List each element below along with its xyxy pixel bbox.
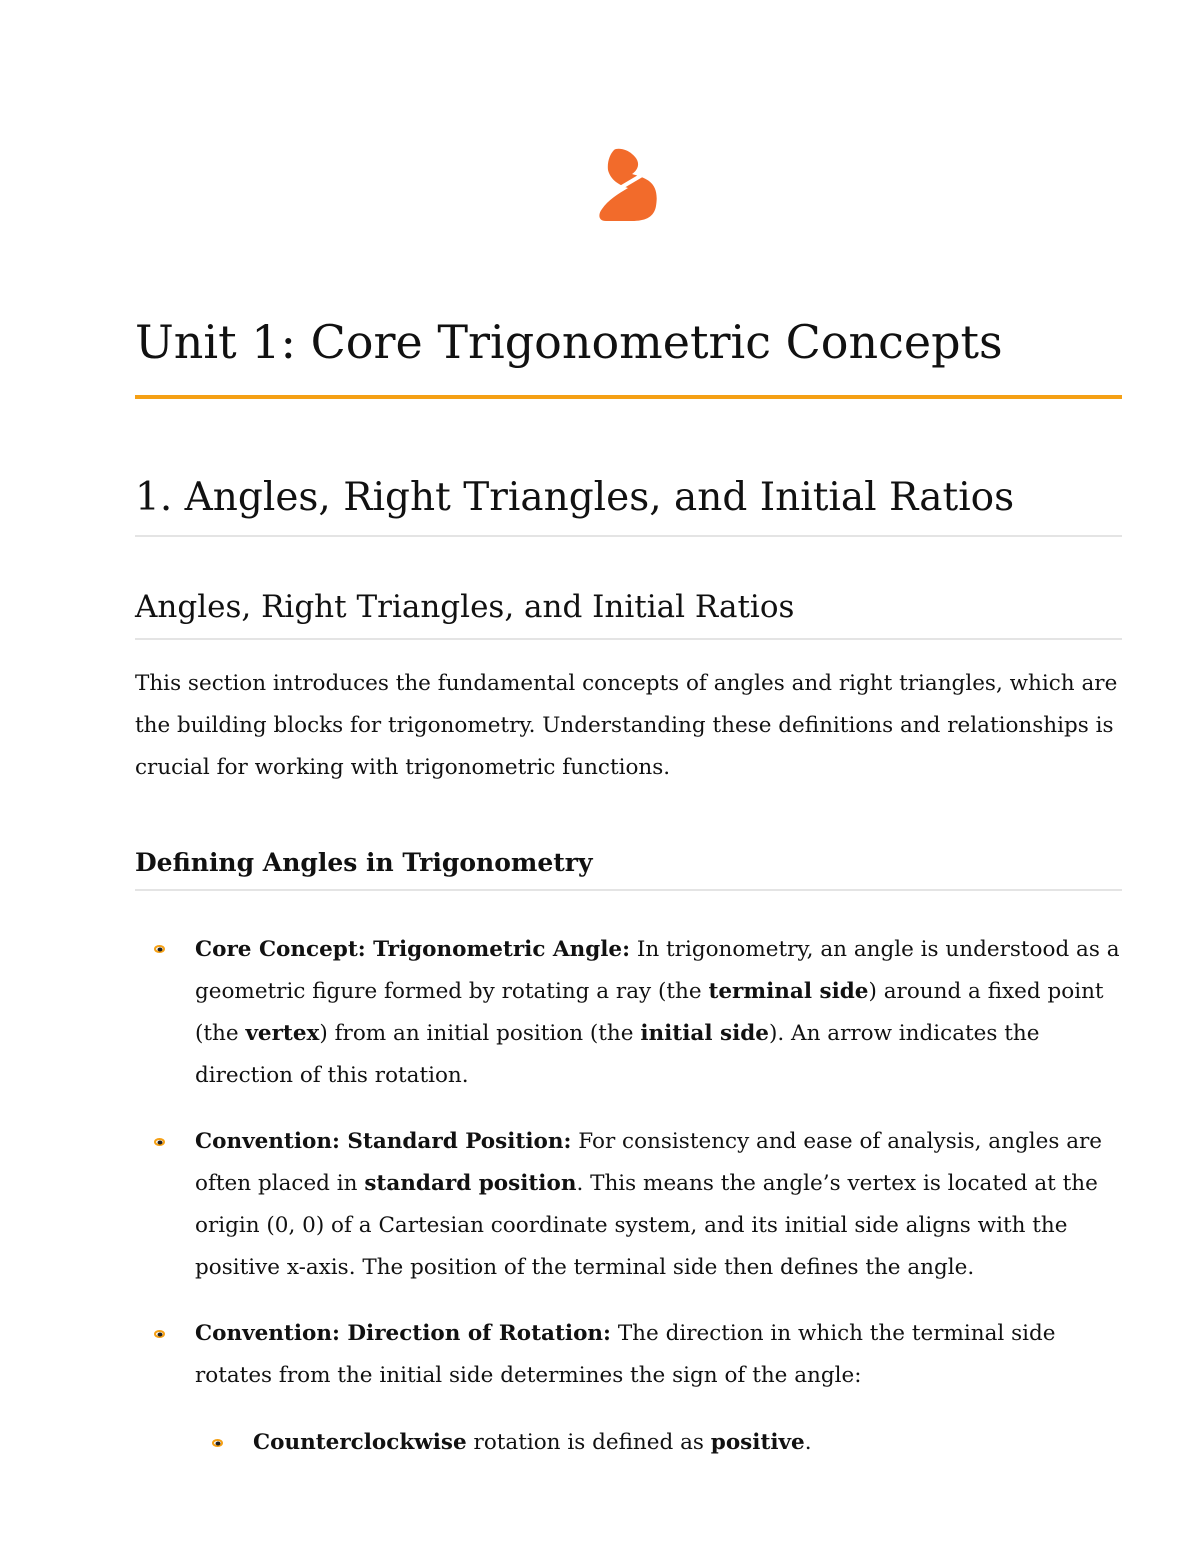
bullet-icon <box>154 1330 165 1338</box>
bullet-text: For consistency and ease of analysis, angles are often placed in <box>195 1129 1103 1196</box>
bullet-icon <box>154 1138 165 1146</box>
bullet-text: rotation is defined as <box>466 1430 711 1455</box>
bullet-emphasis: Counterclockwise <box>253 1430 467 1455</box>
document-title: Unit 1: Core Trigonometric Concepts <box>135 315 1003 369</box>
subsection-divider <box>135 638 1122 640</box>
bullet-text: ). An arrow indicates the direction of this rotation. <box>195 1021 1040 1088</box>
bullet-text: . This means the angle’s vertex is located at the origin (0, 0) of a Cartesian coordinate system, and its initial side aligns with the positive x-axis. The position of the terminal side then defines the angle. <box>195 1171 1098 1280</box>
bullet-emphasis: vertex <box>245 1021 320 1046</box>
bullet-emphasis: terminal side <box>708 979 869 1004</box>
bullet-text: The direction in which the terminal side rotates from the initial side determines the sign of the angle: <box>195 1321 1056 1388</box>
bullet-text: . <box>804 1430 812 1455</box>
section-heading: 1. Angles, Right Triangles, and Initial Ratios <box>135 475 1015 520</box>
bullet-text: In trigonometry, an angle is understood as a geometric figure formed by rotating a ray (the <box>195 937 1120 1004</box>
bullet-label: Convention: Standard Position: <box>195 1129 572 1154</box>
subheading: Defining Angles in Trigonometry <box>135 848 593 877</box>
subsection-heading: Angles, Right Triangles, and Initial Ratios <box>135 589 795 625</box>
bullet-text: ) from an initial position (the <box>319 1021 641 1046</box>
section-divider <box>135 535 1122 537</box>
bullet-label: Convention: Direction of Rotation: <box>195 1321 611 1346</box>
studocu-logo-icon <box>598 148 660 224</box>
sub-list-item <box>253 1422 1133 1464</box>
subheading-divider <box>135 889 1122 891</box>
list-item <box>195 1313 1135 1397</box>
bullet-emphasis: standard position <box>364 1171 577 1196</box>
bullet-label: Core Concept: Trigonometric Angle: <box>195 937 631 962</box>
list-item <box>195 1121 1135 1289</box>
list-item <box>195 929 1135 1097</box>
title-divider <box>135 395 1122 399</box>
sub-bullet-icon <box>212 1439 223 1447</box>
bullet-icon <box>154 945 165 953</box>
intro-paragraph: This section introduces the fundamental concepts of angles and right triangles, which are the building blocks for trigonometry. Understanding these definitions and relationships is crucial for working with trigonometric functions. <box>135 671 1118 780</box>
bullet-text: ) around a fixed point (the <box>195 979 1104 1046</box>
bullet-emphasis: positive <box>710 1430 805 1455</box>
bullet-emphasis: initial side <box>640 1021 769 1046</box>
